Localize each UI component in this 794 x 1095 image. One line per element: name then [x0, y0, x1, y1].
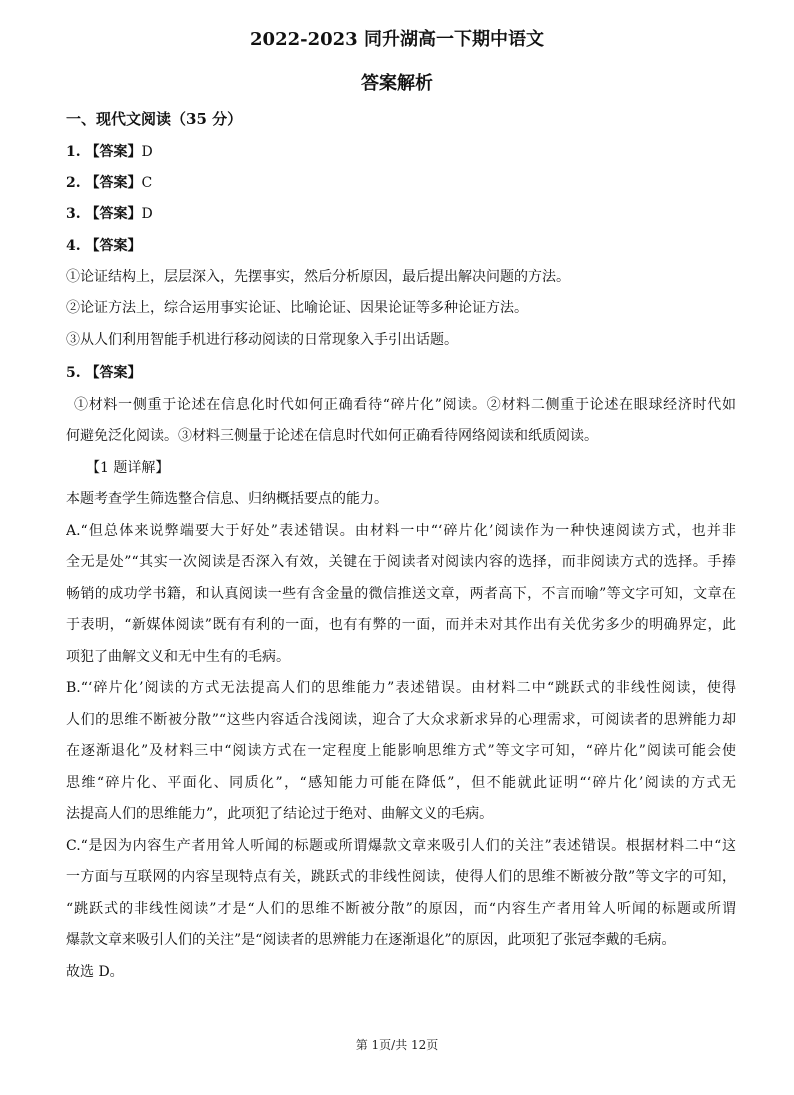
option-a-line-5: 项犯了曲解文义和无中生有的毛病。: [66, 649, 290, 665]
option-a-line-2: 全无是处”“其实一次阅读是否深入有效，关键在于阅读者对阅读内容的选择，而非阅读方式的选择。手捧: [66, 554, 736, 570]
answer-5: [66, 363, 736, 383]
option-c-line-2: 一方面与互联网的内容呈现特点有关，跳跃式的非线性阅读，使得人们的思维不断被分散”等文字的可知，: [66, 869, 736, 885]
section-heading: 一、现代文阅读（35 分）: [66, 110, 243, 128]
option-c-line-4: 爆款文章来吸引人们的关注”是“阅读者的思辨能力在逐渐退化”的原因，此项犯了张冠李戴的毛病。: [66, 932, 676, 948]
answer-number: 1.: [66, 144, 81, 160]
answer-tag: 【答案】: [85, 206, 142, 222]
option-b-line-5: 法提高人们的思维能力”，此项犯了结论过于绝对、曲解文义的毛病。: [66, 806, 494, 822]
option-b-line-1: B.“‘碎片化’阅读的方式无法提高人们的思维能力”表述错误。由材料二中“跳跃式的非线性阅读，使得: [66, 680, 736, 696]
answer-3: [66, 204, 736, 224]
answer-tag: 【答案】: [85, 238, 142, 254]
page-footer: 第 1页/共 12页: [355, 1038, 439, 1052]
option-a-line-1: A.“但总体来说弊端要大于好处”表述错误。由材料一中“‘碎片化’阅读作为一种快速阅读方式，也并非: [66, 523, 736, 539]
answer-value: D: [141, 144, 153, 160]
detail-intro: 本题考查学生筛选整合信息、归纳概括要点的能力。: [66, 491, 388, 507]
answer-number: 2.: [66, 175, 81, 191]
q5-line-2: 何避免泛化阅读。③材料三侧量于论述在信息时代如何正确看待网络阅读和纸质阅读。: [66, 428, 598, 444]
q5-line-1: ①材料一侧重于论述在信息化时代如何正确看待“碎片化”阅读。②材料二侧重于论述在眼球经济时代如: [74, 397, 736, 413]
option-a-line-4: 于表明，“新媒体阅读”既有有利的一面，也有有弊的一面，而并未对其作出有关优劣多少的明确界定，此: [66, 617, 736, 633]
document-title: 2022-2023 同升湖高一下期中语文: [250, 29, 544, 50]
option-b-line-4: 思维“碎片化、平面化、同质化”，“感知能力可能在降低”，但不能就此证明“‘碎片化’阅读的方式无: [66, 775, 736, 791]
answer-number: 4.: [66, 238, 81, 254]
q4-point-3: ③从人们利用智能手机进行移动阅读的日常现象入手引出话题。: [66, 332, 458, 348]
answer-tag: 【答案】: [85, 365, 142, 381]
answer-1: [66, 142, 736, 162]
option-b-line-3: 在逐渐退化”及材料三中“阅读方式在一定程度上能影响思维方式”等文字可知，“碎片化”阅读可能会使: [66, 743, 736, 759]
option-b-line-2: 人们的思维不断被分散”“这些内容适合浅阅读，迎合了大众求新求异的心理需求，可阅读者的思辨能力却: [66, 712, 736, 728]
conclusion: 故选 D。: [66, 964, 124, 980]
answer-number: 5.: [66, 365, 81, 381]
option-c-line-1: C.“是因为内容生产者用耸人听闻的标题或所谓爆款文章来吸引人们的关注”表述错误。根据材料二中“这: [66, 838, 736, 854]
answer-2: [66, 173, 736, 193]
detail-heading: 【1 题详解】: [86, 460, 170, 476]
answer-number: 3.: [66, 206, 81, 222]
answer-tag: 【答案】: [85, 144, 142, 160]
answer-4: [66, 236, 736, 256]
answer-value: D: [141, 206, 153, 222]
answer-tag: 【答案】: [85, 175, 142, 191]
q4-point-2: ②论证方法上，综合运用事实论证、比喻论证、因果论证等多种论证方法。: [66, 300, 528, 316]
option-a-line-3: 畅销的成功学书籍，和认真阅读一些有含金量的微信推送文章，两者高下，不言而喻”等文字可知，文章在: [66, 586, 736, 602]
option-c-line-3: “跳跃式的非线性阅读”才是“人们的思维不断被分散”的原因，而“内容生产者用耸人听闻的标题或所谓: [66, 901, 736, 917]
answer-value: C: [141, 175, 153, 191]
document-subtitle: 答案解析: [361, 73, 433, 94]
q4-point-1: ①论证结构上，层层深入，先摆事实，然后分析原因，最后提出解决问题的方法。: [66, 269, 570, 285]
